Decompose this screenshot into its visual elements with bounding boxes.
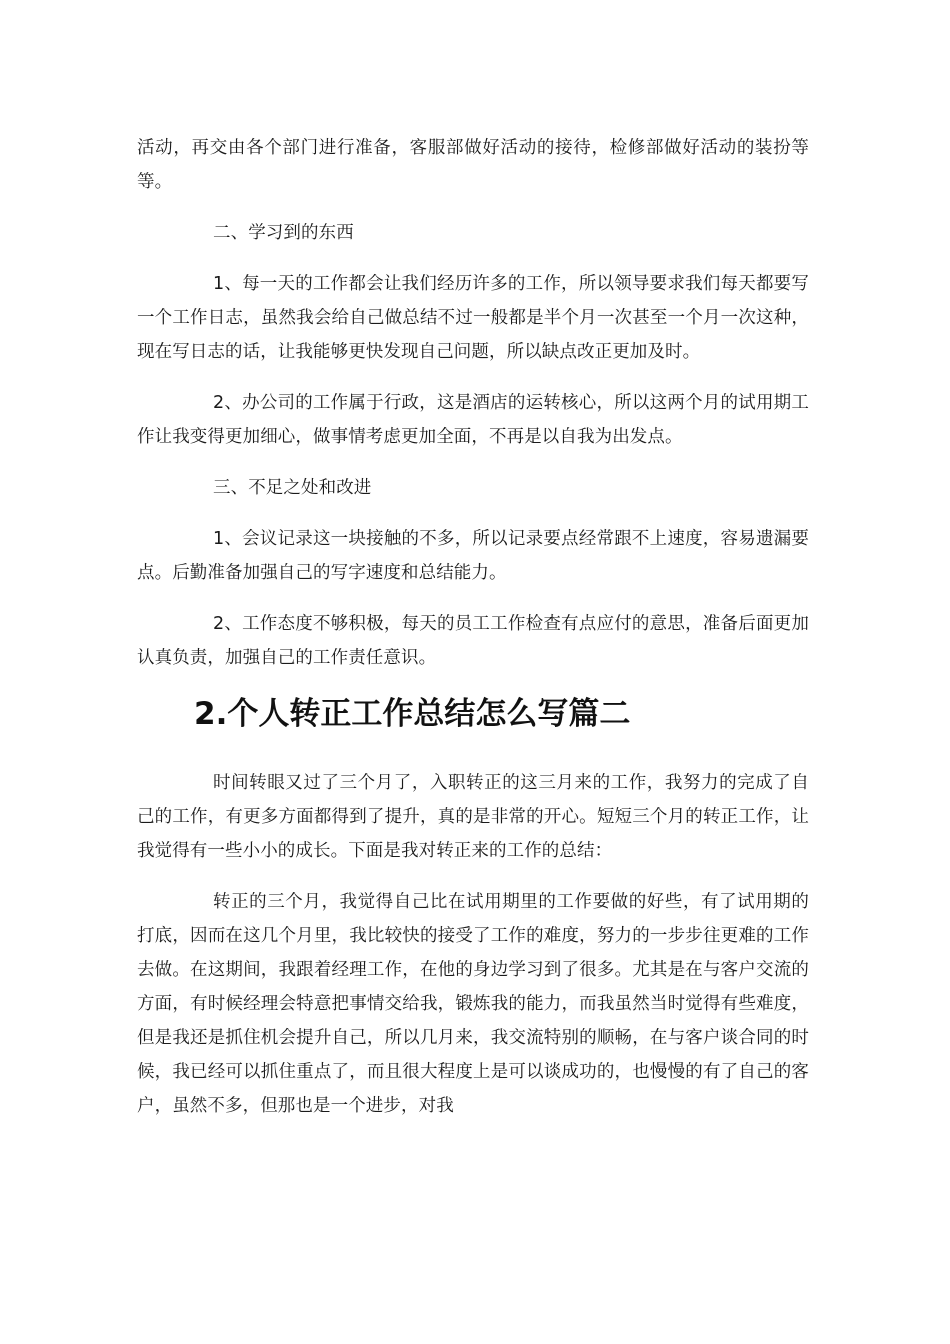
paragraph: 活动，再交由各个部门进行准备，客服部做好活动的接待，检修部做好活动的装扮等等。 — [137, 138, 809, 192]
subheading-shortcomings: 三、不足之处和改进 — [213, 478, 372, 498]
paragraph: 1、会议记录这一块接触的不多，所以记录要点经常跟不上速度，容易遗漏要点。后勤准备加强自己的写字速度和总结能力。 — [137, 529, 809, 583]
paragraph: 1、每一天的工作都会让我们经历许多的工作，所以领导要求我们每天都要写一个工作日志，虽然我会给自己做总结不过一般都是半个月一次甚至一个月一次这种，现在写日志的话，让我能够更快发现自己问题，所以缺点改正更加及时。 — [137, 274, 809, 362]
section-title: 2.个人转正工作总结怎么写篇二 — [194, 696, 631, 732]
paragraph: 时间转眼又过了三个月了，入职转正的这三月来的工作，我努力的完成了自己的工作，有更多方面都得到了提升，真的是非常的开心。短短三个月的转正工作，让我觉得有一些小小的成长。下面是我对转正来的工作的总结： — [137, 773, 809, 861]
subheading-learned: 二、学习到的东西 — [213, 223, 354, 243]
paragraph: 2、工作态度不够积极，每天的员工工作检查有点应付的意思，准备后面更加认真负责，加强自己的工作责任意识。 — [137, 614, 809, 668]
paragraph: 转正的三个月，我觉得自己比在试用期里的工作要做的好些，有了试用期的打底，因而在这几个月里，我比较快的接受了工作的难度，努力的一步步往更难的工作去做。在这期间，我跟着经理工作，在他的身边学习到了很多。尤其是在与客户交流的方面，有时候经理会特意把事情交给我，锻炼我的能力，而我虽然当时觉得有些难度，但是我还是抓住机会提升自己，所以几月来，我交流特别的顺畅，在与客户谈合同的时候，我已经可以抓住重点了，而且很大程度上是可以谈成功的，也慢慢的有了自己的客户，虽然不多，但那也是一个进步，对我 — [137, 892, 809, 1116]
document-body — [137, 131, 809, 1140]
paragraph: 2、办公司的工作属于行政，这是酒店的运转核心，所以这两个月的试用期工作让我变得更加细心，做事情考虑更加全面，不再是以自我为出发点。 — [137, 393, 809, 447]
